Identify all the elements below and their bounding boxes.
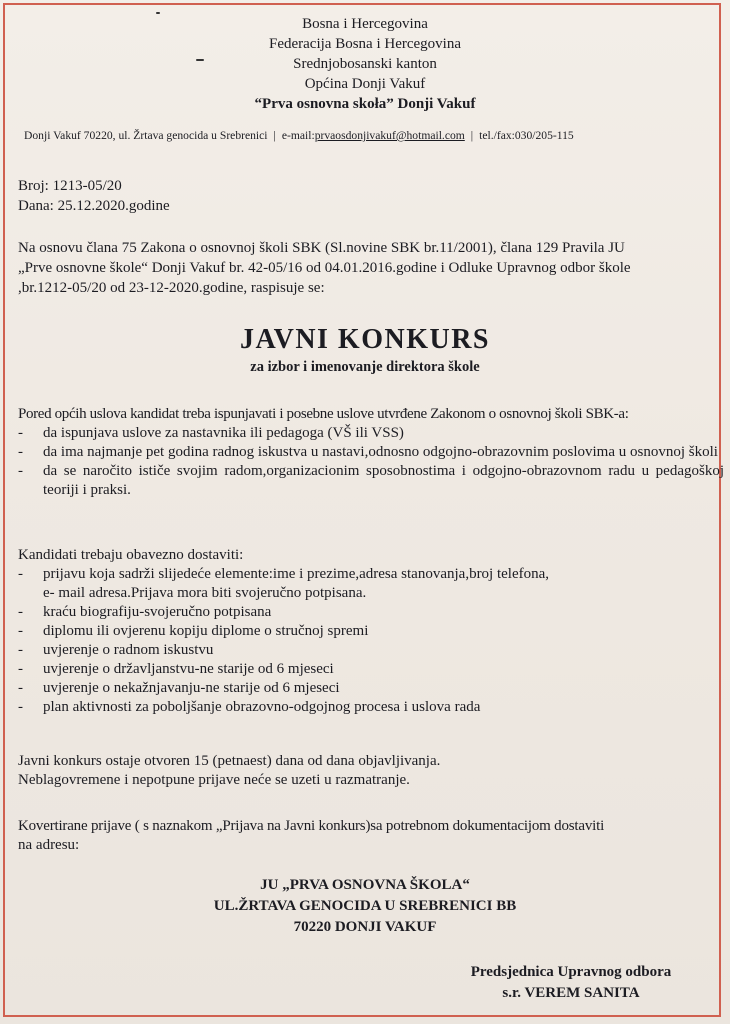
- submission-line: Kovertirane prijave ( s naznakom „Prijava na Javni konkurs)sa potrebnom dokumentacijom dostaviti: [18, 818, 605, 834]
- signature-name: s.r. VEREM SANITA: [502, 985, 640, 1001]
- deadline-line: Javni konkurs ostaje otvoren 15 (petnaest) dana od dana objavljivanja.: [18, 753, 441, 769]
- list-item: - uvjerenje o nekažnjavanju-ne starije od 6 mjeseci: [18, 680, 340, 696]
- intro-line: „Prve osnovne škole“ Donji Vakuf br. 42-05/16 od 04.01.2016.godine i Odluke Upravnog odbor škole: [18, 260, 631, 276]
- conditions-lead: Pored općih uslova kandidat treba ispunjavati i posebne uslove utvrđene Zakonom o osnovnoj školi SBK-a:: [18, 406, 629, 422]
- submission-section: [18, 817, 724, 855]
- reference-number: Broj: 1213-05/20: [18, 178, 122, 194]
- contact-address: Donji Vakuf 70220, ul. Žrtava genocida u Srebrenici: [24, 129, 268, 142]
- page-subtitle: za izbor i imenovanje direktora škole: [250, 359, 480, 375]
- conditions-section: [18, 405, 724, 500]
- list-item: - uvjerenje o državljanstvu-ne starije od 6 mjeseci: [18, 661, 334, 677]
- deadline-section: [18, 752, 724, 790]
- list-item: - uvjerenje o radnom iskustvu: [18, 642, 214, 658]
- ad-border-frame: [3, 3, 721, 1017]
- documents-list: [18, 565, 724, 717]
- header-federation: Federacija Bosna i Hercegovina: [268, 36, 461, 52]
- list-item: - plan aktivnosti za poboljšanje obrazovno-odgojnog procesa i uslova rada: [18, 699, 481, 715]
- documents-section: [18, 546, 724, 717]
- letterhead: [0, 14, 730, 114]
- reference-date: Dana: 25.12.2020.godine: [18, 198, 170, 214]
- list-item: - diplomu ili ovjerenu kopiju diplome o stručnoj spremi: [18, 623, 369, 639]
- list-item: - da ima najmanje pet godina radnog iskustva u nastavi,odnosno odgojno-obrazovnim poslovima u osnovnoj školi: [18, 444, 718, 460]
- header-municipality: Općina Donji Vakuf: [304, 76, 426, 92]
- signature-block: [440, 962, 702, 1004]
- deadline-line: Neblagovremene i nepotpune prijave neće se uzeti u razmatranje.: [18, 772, 410, 788]
- reference-block: [18, 176, 170, 216]
- header-school-name: “Prva osnovna skoła” Donji Vakuf: [254, 96, 476, 112]
- contact-phone: tel./fax:030/205-115: [479, 129, 574, 142]
- address-line: UL.ŽRTAVA GENOCIDA U SREBRENICI BB: [213, 898, 517, 914]
- list-item: - kraću biografiju-svojeručno potpisana: [18, 604, 272, 620]
- conditions-list: [18, 424, 724, 500]
- page-title: JAVNI KONKURS: [239, 324, 491, 355]
- contact-line: [24, 129, 724, 142]
- submission-line: na adresu:: [18, 837, 80, 853]
- contact-separator: |: [273, 129, 276, 142]
- email-label: e-mail:: [281, 129, 315, 142]
- intro-paragraph: [18, 238, 722, 298]
- documents-lead: Kandidati trebaju obavezno dostaviti:: [18, 547, 244, 563]
- intro-line: Na osnovu člana 75 Zakona o osnovnoj školi SBK (Sl.novine SBK br.11/2001), člana 129 Pravila JU: [18, 240, 625, 256]
- list-item: - da se naročito ističe svojim radom,organizacionim sposobnostima i odgojno-obrazovnom radu u pedagoškoj teoriji i praksi.: [18, 463, 724, 498]
- intro-line: ,br.1212-05/20 od 23-12-2020.godine, raspisuje se:: [18, 280, 325, 296]
- header-canton: Srednjobosanski kanton: [293, 56, 437, 72]
- list-item: - prijavu koja sadrži slijedeće elemente:ime i prezime,adresa stanovanja,broj telefona, e- mail adresa.Prijava mora biti svojeručno potpisana.: [18, 566, 550, 601]
- signature-role: Predsjednica Upravnog odbora: [470, 964, 672, 980]
- title-block: [0, 322, 730, 376]
- address-line: 70220 DONJI VAKUF: [293, 919, 437, 935]
- address-line: JU „PRVA OSNOVNA ŠKOLA“: [260, 877, 470, 893]
- email-link[interactable]: prvaosdonjivakuf@hotmail.com: [314, 129, 465, 142]
- mailing-address: [0, 875, 730, 938]
- list-item: - da ispunjava uslove za nastavnika ili pedagoga (VŠ ili VSS): [18, 425, 404, 441]
- contact-separator: |: [470, 129, 474, 142]
- header-country: Bosna i Hercegovina: [302, 16, 428, 32]
